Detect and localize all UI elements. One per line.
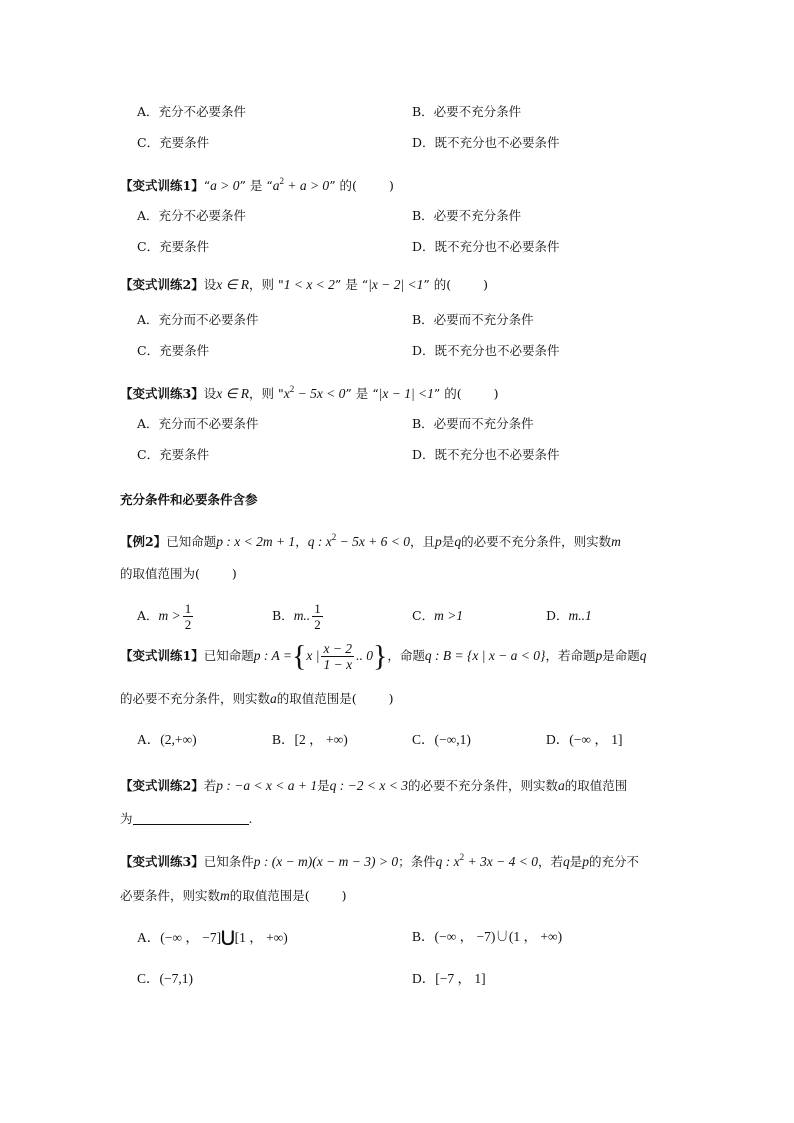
math-expression: p : x < 2m + 1 bbox=[216, 534, 296, 549]
option-b: B．[2 ， +∞) bbox=[272, 732, 348, 747]
option-text: (1 ， +∞) bbox=[508, 929, 563, 944]
question-text: ，若命题 bbox=[545, 648, 596, 663]
math-expression: q bbox=[454, 534, 462, 549]
math-expression: p bbox=[435, 534, 442, 549]
question-text: 已知命题 bbox=[166, 534, 217, 549]
variant-1-param bbox=[120, 639, 646, 674]
math-expression: q : x bbox=[307, 534, 332, 549]
option-c: C．充要条件 bbox=[137, 343, 210, 358]
question-variant-1 bbox=[120, 172, 394, 195]
math-expression: m > bbox=[158, 608, 181, 623]
question-text: 是 bbox=[317, 778, 330, 793]
question-text: ，命题 bbox=[387, 648, 425, 663]
question-label: 【变式训练3】 bbox=[120, 854, 204, 869]
math-expression: q : −2 < x < 3 bbox=[329, 778, 408, 793]
question-text: ， bbox=[295, 534, 308, 549]
option-text: B．(−∞ ， −7) bbox=[412, 929, 496, 944]
fraction bbox=[312, 601, 323, 632]
question-text: ) bbox=[231, 566, 237, 581]
question-text: “ bbox=[203, 178, 211, 193]
question-text: 设 bbox=[203, 386, 217, 401]
option-c: C．(−∞,1) bbox=[412, 732, 471, 747]
option-b: B．必要而不充分条件 bbox=[412, 312, 534, 327]
option-a: A．充分而不必要条件 bbox=[137, 312, 259, 327]
question-text: ) bbox=[483, 277, 489, 292]
example-2-continued bbox=[120, 565, 237, 583]
question-text: ” 的( bbox=[329, 178, 357, 193]
fraction-numerator: x − 2 bbox=[323, 641, 353, 656]
math-expression: − 5x < 0 bbox=[294, 386, 346, 401]
fraction bbox=[183, 601, 194, 632]
variant-2-param bbox=[120, 777, 627, 795]
math-superscript: 2 bbox=[459, 852, 465, 862]
question-text: 的必要不充分条件，则实数 bbox=[408, 778, 559, 793]
left-brace: { bbox=[291, 639, 307, 673]
question-text: . bbox=[248, 811, 253, 826]
question-text: ，若 bbox=[537, 854, 563, 869]
question-text: ，则 " bbox=[248, 277, 284, 292]
math-expression: m bbox=[220, 888, 230, 903]
question-text: 为 bbox=[120, 811, 133, 826]
option-label: B． bbox=[272, 608, 294, 623]
math-expression: x ∈ R bbox=[216, 277, 249, 292]
question-text: ” 是 “ bbox=[334, 277, 369, 292]
right-brace: } bbox=[372, 639, 388, 673]
math-superscript: 2 bbox=[289, 384, 295, 394]
question-text: 设 bbox=[203, 277, 217, 292]
option-d: D．既不充分也不必要条件 bbox=[412, 135, 560, 150]
math-expression: q : B = {x | x − a < 0} bbox=[424, 648, 546, 663]
math-expression: m.. bbox=[293, 608, 311, 623]
question-label: 【变式训练1】 bbox=[120, 648, 204, 663]
union-symbol: ⋃ bbox=[221, 927, 235, 946]
option-a: A．充分而不必要条件 bbox=[137, 416, 259, 431]
option-b bbox=[412, 928, 562, 946]
math-expression: a bbox=[270, 691, 277, 706]
math-expression: p : (x − m)(x − m − 3) > 0 bbox=[253, 854, 399, 869]
math-expression: x | bbox=[306, 648, 320, 663]
math-expression: 1 < x < 2 bbox=[283, 277, 335, 292]
option-b: B．必要不充分条件 bbox=[412, 208, 522, 223]
option-d: D．(−∞ ， 1] bbox=[546, 732, 623, 747]
fraction-denominator: 2 bbox=[184, 617, 192, 632]
math-expression: p : A = bbox=[253, 648, 292, 663]
question-variant-2 bbox=[120, 276, 488, 294]
option-b: B．必要而不充分条件 bbox=[412, 416, 534, 431]
question-text: 若 bbox=[203, 778, 217, 793]
option-a bbox=[137, 600, 195, 632]
question-text: 是 bbox=[441, 534, 455, 549]
option-b: B．必要不充分条件 bbox=[412, 104, 522, 119]
option-label: D． bbox=[546, 608, 569, 623]
question-text: 的取值范围 bbox=[564, 778, 628, 793]
option-a bbox=[137, 928, 288, 947]
math-expression: q bbox=[639, 648, 647, 663]
question-label: 【变式训练2】 bbox=[120, 778, 204, 793]
question-text: ” 的( bbox=[423, 277, 452, 292]
question-text: ) bbox=[388, 691, 394, 706]
question-text: 的取值范围是( bbox=[229, 888, 310, 903]
section-title: 充分条件和必要条件含参 bbox=[120, 492, 258, 507]
question-text: 必要条件，则实数 bbox=[120, 888, 221, 903]
question-text: ) bbox=[341, 888, 347, 903]
option-label: A． bbox=[137, 608, 159, 623]
option-a: A．(2,+∞) bbox=[137, 732, 197, 747]
example-2 bbox=[120, 528, 621, 551]
option-c: C．充要条件 bbox=[137, 447, 210, 462]
fraction-denominator: 1 − x bbox=[323, 657, 353, 672]
question-text: 已知命题 bbox=[203, 648, 254, 663]
math-expression: |x − 2| <1 bbox=[368, 277, 424, 292]
variant-3-param-continued bbox=[120, 887, 347, 905]
variant-2-param-continued bbox=[120, 810, 253, 828]
math-expression: + 3x − 4 < 0 bbox=[464, 854, 538, 869]
question-text: 的取值范围为( bbox=[120, 566, 200, 581]
question-text: ，且 bbox=[410, 534, 436, 549]
question-text: ；条件 bbox=[398, 854, 436, 869]
question-text: 的充分不 bbox=[589, 854, 640, 869]
option-c bbox=[412, 607, 463, 625]
question-text: 的取值范围是( bbox=[276, 691, 357, 706]
math-expression: .. 0 bbox=[356, 648, 373, 663]
option-label: C． bbox=[412, 608, 435, 623]
question-label: 【变式训练2】 bbox=[120, 277, 204, 292]
math-expression: a > 0 bbox=[210, 178, 240, 193]
math-expression: q bbox=[562, 854, 570, 869]
question-label: 【变式训练3】 bbox=[120, 386, 204, 401]
option-c: C．充要条件 bbox=[137, 239, 210, 254]
option-c: C．(−7,1) bbox=[137, 971, 193, 986]
answer-blank[interactable] bbox=[133, 810, 249, 825]
option-b bbox=[272, 600, 325, 632]
math-expression: a bbox=[558, 778, 565, 793]
option-d: D．既不充分也不必要条件 bbox=[412, 239, 560, 254]
question-text: 的必要不充分条件，则实数 bbox=[120, 691, 271, 706]
math-expression: x ∈ R bbox=[216, 386, 249, 401]
question-text: ，则 " bbox=[248, 386, 284, 401]
question-variant-3 bbox=[120, 380, 499, 403]
question-text: ” 的( bbox=[433, 386, 462, 401]
question-text: 已知条件 bbox=[203, 854, 254, 869]
math-expression: − 5x + 6 < 0 bbox=[336, 534, 411, 549]
option-text: A．(−∞ ， −7] bbox=[137, 930, 222, 945]
question-label: 【例2】 bbox=[120, 534, 167, 549]
math-expression: m >1 bbox=[434, 608, 464, 623]
math-expression: q : x bbox=[435, 854, 460, 869]
option-d: D．既不充分也不必要条件 bbox=[412, 343, 560, 358]
math-superscript: 2 bbox=[331, 532, 337, 542]
math-superscript: 2 bbox=[279, 176, 284, 186]
math-expression: p : −a < x < a + 1 bbox=[216, 778, 318, 793]
option-d: D．既不充分也不必要条件 bbox=[412, 447, 560, 462]
question-text: 的必要不充分条件，则实数 bbox=[461, 534, 612, 549]
variant-3-param bbox=[120, 848, 639, 871]
question-text: ) bbox=[388, 178, 394, 193]
variant-1-param-continued bbox=[120, 690, 394, 708]
question-label: 【变式训练1】 bbox=[120, 178, 204, 193]
math-expression: x bbox=[283, 386, 290, 401]
fraction-numerator: 1 bbox=[314, 601, 321, 616]
question-text: ) bbox=[493, 386, 499, 401]
math-expression: |x − 1| <1 bbox=[378, 386, 434, 401]
fraction-numerator: 1 bbox=[184, 601, 192, 616]
math-expression: a bbox=[272, 178, 280, 193]
fraction-denominator: 2 bbox=[314, 617, 321, 632]
math-expression: p bbox=[595, 648, 603, 663]
math-expression: + a > 0 bbox=[283, 178, 330, 193]
question-text: 是 bbox=[569, 854, 583, 869]
option-d: D．[−7 ， 1] bbox=[412, 971, 486, 986]
question-text: ” 是 “ bbox=[345, 386, 379, 401]
question-text: ” 是 “ bbox=[239, 178, 273, 193]
math-expression: m bbox=[611, 534, 621, 549]
option-a: A．充分不必要条件 bbox=[137, 208, 247, 223]
question-text: 是命题 bbox=[602, 648, 640, 663]
math-expression: p bbox=[582, 854, 589, 869]
option-d bbox=[546, 607, 592, 625]
option-c: C．充要条件 bbox=[137, 135, 210, 150]
option-text: [1 ， +∞) bbox=[234, 930, 288, 945]
fraction bbox=[321, 641, 354, 672]
option-a: A．充分不必要条件 bbox=[137, 104, 247, 119]
union-symbol: ∪ bbox=[495, 929, 509, 944]
math-expression: m..1 bbox=[568, 608, 592, 623]
